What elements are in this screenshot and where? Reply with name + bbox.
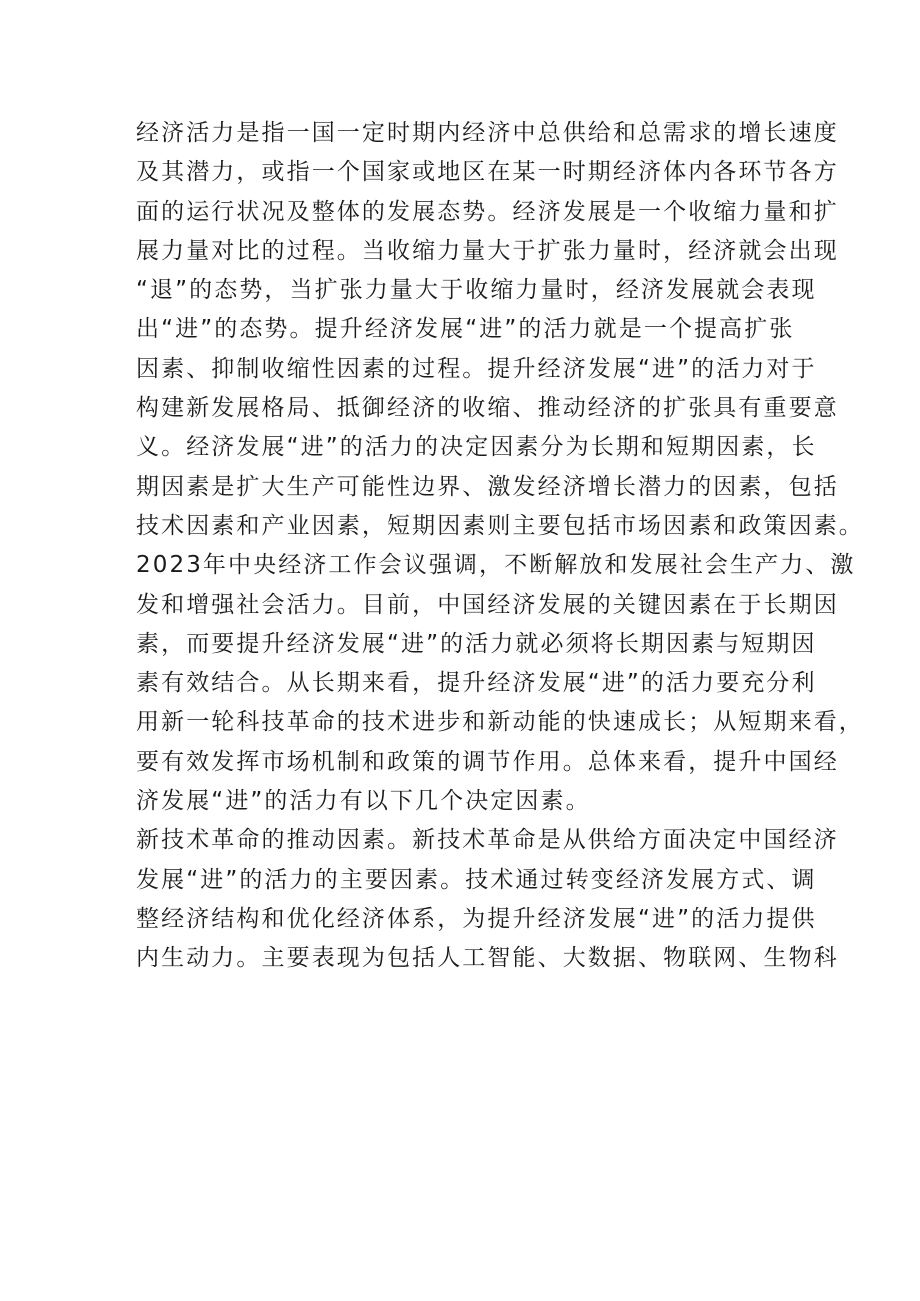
text-line: 义。经济发展“进”的活力的决定因素分为长期和短期因素，长: [136, 434, 817, 461]
text-line: 经济活力是指一国一定时期内经济中总供给和总需求的增长速度: [136, 120, 839, 146]
text-line: 整经济结构和优化经济体系，为提升经济发展“进”的活力提供: [136, 905, 817, 932]
text-line: 因素、抑制收缩性因素的过程。提升经济发展“进”的活力对于: [136, 355, 817, 382]
text-line: 构建新发展格局、抵御经济的收缩、推动经济的扩张具有重要意: [136, 395, 839, 422]
text-line: 展力量对比的过程。当收缩力量大于扩张力量时，经济就会出现: [136, 237, 839, 264]
text-line: 发和增强社会活力。目前，中国经济发展的关键因素在于长期因: [136, 591, 839, 618]
text-line: 出“进”的态势。提升经济发展“进”的活力就是一个提高扩张: [136, 316, 795, 343]
text-line: 及其潜力，或指一个国家或地区在某一时期经济体内各环节各方: [136, 159, 839, 186]
text-line: 新技术革命的推动因素。新技术革命是从供给方面决定中国经济: [136, 827, 839, 854]
text-line: 发展“进”的活力的主要因素。技术通过转变经济发展方式、调: [136, 866, 817, 893]
text-line: 期因素是扩大生产可能性边界、激发经济增长潜力的因素，包括: [136, 473, 839, 500]
text-line: 素，而要提升经济发展“进”的活力就必须将长期因素与短期因: [136, 630, 817, 657]
text-line: 面的运行状况及整体的发展态势。经济发展是一个收缩力量和扩: [136, 198, 839, 225]
text-line: 素有效结合。从长期来看，提升经济发展“进”的活力要充分利: [136, 670, 817, 697]
text-line: 要有效发挥市场机制和政策的调节作用。总体来看，提升中国经: [136, 748, 839, 775]
text-line: 内生动力。主要表现为包括人工智能、大数据、物联网、生物科: [136, 945, 839, 972]
text-line: 用新一轮科技革命的技术进步和新动能的快速成长；从短期来看，: [136, 709, 864, 736]
text-line: 济发展“进”的活力有以下几个决定因素。: [136, 788, 591, 815]
text-line: “退”的态势，当扩张力量大于收缩力量时，经济发展就会表现: [136, 277, 817, 304]
text-line: 2023年中央经济工作会议强调，不断解放和发展社会生产力、激: [136, 552, 856, 579]
text-line: 技术因素和产业因素，短期因素则主要包括市场因素和政策因素。: [136, 512, 864, 539]
document-body-text: [136, 114, 864, 979]
